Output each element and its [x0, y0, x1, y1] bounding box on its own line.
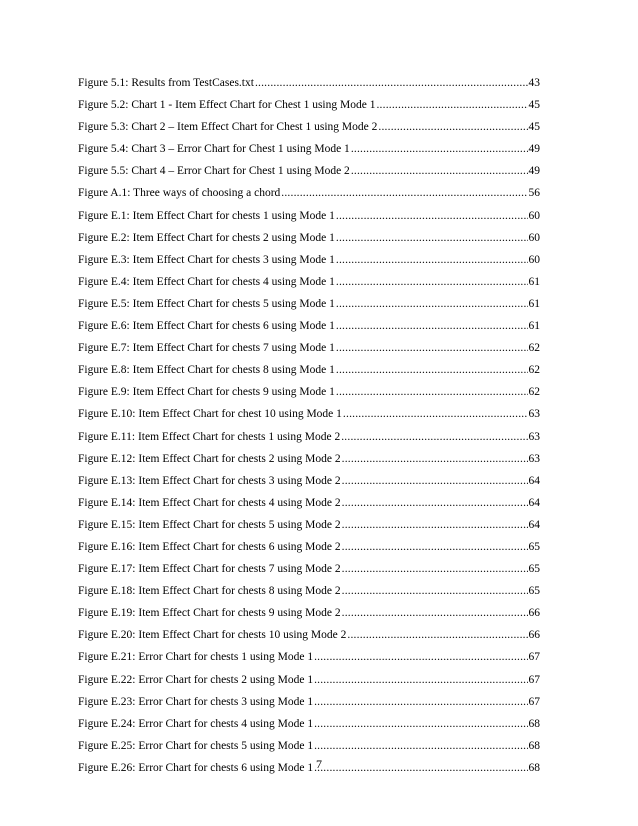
toc-entry[interactable]	[78, 713, 540, 735]
toc-entry[interactable]	[78, 72, 540, 94]
toc-entry-page-number: 60	[528, 231, 540, 244]
dot-leader	[336, 271, 528, 293]
toc-entry-title: Figure E.4: Item Effect Chart for chests 4 using Mode 1	[78, 275, 335, 288]
toc-entry-page-number: 66	[528, 607, 540, 620]
toc-entry[interactable]	[78, 403, 540, 425]
dot-leader	[342, 602, 528, 624]
toc-entry[interactable]	[78, 271, 540, 293]
dot-leader	[351, 138, 528, 160]
dot-leader	[314, 713, 527, 735]
toc-entry-page-number: 67	[528, 695, 540, 708]
toc-entry[interactable]	[78, 293, 540, 315]
toc-entry[interactable]	[78, 182, 540, 204]
dot-leader	[336, 337, 528, 359]
toc-entry-page-number: 60	[528, 253, 540, 266]
toc-entry-page-number: 68	[528, 761, 540, 774]
dot-leader	[336, 315, 528, 337]
toc-entry[interactable]	[78, 624, 540, 646]
toc-entry-page-number: 68	[528, 739, 540, 752]
dot-leader	[336, 381, 528, 403]
toc-entry-title: Figure E.9: Item Effect Chart for chests 9 using Mode 1	[78, 386, 335, 399]
toc-entry[interactable]	[78, 160, 540, 182]
toc-entry-title: Figure E.1: Item Effect Chart for chests 1 using Mode 1	[78, 209, 335, 222]
toc-entry-page-number: 61	[528, 275, 540, 288]
toc-entry-page-number: 49	[528, 143, 540, 156]
toc-entry[interactable]	[78, 536, 540, 558]
toc-entry-page-number: 61	[528, 297, 540, 310]
toc-entry-title: Figure E.19: Item Effect Chart for chests 9 using Mode 2	[78, 607, 341, 620]
toc-entry-title: Figure A.1: Three ways of choosing a chord	[78, 187, 281, 200]
toc-entry-page-number: 67	[528, 651, 540, 664]
toc-entry-title: Figure E.15: Item Effect Chart for chests 5 using Mode 2	[78, 518, 341, 531]
toc-entry[interactable]	[78, 315, 540, 337]
toc-entry-page-number: 65	[528, 585, 540, 598]
toc-entry-page-number: 62	[528, 342, 540, 355]
dot-leader	[314, 691, 527, 713]
toc-entry-page-number: 45	[528, 121, 540, 134]
toc-entry[interactable]	[78, 227, 540, 249]
toc-entry[interactable]	[78, 602, 540, 624]
dot-leader	[314, 646, 527, 668]
toc-entry-page-number: 49	[528, 165, 540, 178]
toc-entry-title: Figure E.12: Item Effect Chart for chests 2 using Mode 2	[78, 452, 341, 465]
toc-entry[interactable]	[78, 580, 540, 602]
toc-entry-page-number: 63	[528, 408, 540, 421]
toc-entry-title: Figure 5.5: Chart 4 – Error Chart for Chest 1 using Mode 2	[78, 165, 350, 178]
toc-entry-page-number: 65	[528, 563, 540, 576]
toc-entry[interactable]	[78, 426, 540, 448]
toc-entry-title: Figure 5.1: Results from TestCases.txt	[78, 77, 254, 89]
dot-leader	[342, 514, 528, 536]
dot-leader	[342, 580, 528, 602]
toc-entry-page-number: 45	[528, 99, 540, 112]
toc-entry-title: Figure E.16: Item Effect Chart for chests 6 using Mode 2	[78, 540, 341, 553]
toc-entry[interactable]	[78, 94, 540, 116]
toc-entry[interactable]	[78, 337, 540, 359]
toc-entry-page-number: 64	[528, 474, 540, 487]
dot-leader	[336, 293, 528, 315]
toc-entry-title: Figure E.7: Item Effect Chart for chests 7 using Mode 1	[78, 342, 335, 355]
dot-leader	[376, 94, 527, 116]
dot-leader	[336, 359, 528, 381]
dot-leader	[378, 116, 527, 138]
toc-entry[interactable]	[78, 669, 540, 691]
toc-entry-title: Figure E.8: Item Effect Chart for chests 8 using Mode 1	[78, 364, 335, 377]
toc-entry-page-number: 63	[528, 430, 540, 443]
dot-leader	[342, 470, 528, 492]
toc-entry[interactable]	[78, 138, 540, 160]
toc-entry-title: Figure E.17: Item Effect Chart for chests 7 using Mode 2	[78, 563, 341, 576]
toc-entry-page-number: 61	[528, 320, 540, 333]
toc-entry-page-number: 67	[528, 673, 540, 686]
toc-entry[interactable]	[78, 116, 540, 138]
toc-entry-page-number: 66	[528, 629, 540, 642]
toc-entry-page-number: 68	[528, 717, 540, 730]
toc-entry-title: Figure E.10: Item Effect Chart for chest 10 using Mode 1	[78, 408, 342, 421]
toc-entry-page-number: 56	[528, 187, 540, 200]
toc-entry-page-number: 64	[528, 518, 540, 531]
toc-entry[interactable]	[78, 470, 540, 492]
dot-leader	[342, 492, 528, 514]
dot-leader	[347, 624, 527, 646]
toc-entry[interactable]	[78, 359, 540, 381]
toc-entry-title: Figure E.21: Error Chart for chests 1 using Mode 1	[78, 651, 314, 664]
dot-leader	[281, 182, 527, 204]
toc-entry[interactable]	[78, 558, 540, 580]
toc-entry-title: Figure E.2: Item Effect Chart for chests 2 using Mode 1	[78, 231, 335, 244]
list-of-figures	[78, 72, 540, 779]
dot-leader	[342, 536, 528, 558]
toc-entry-page-number: 62	[528, 386, 540, 399]
toc-entry-title: Figure E.22: Error Chart for chests 2 using Mode 1	[78, 673, 314, 686]
toc-entry[interactable]	[78, 381, 540, 403]
toc-entry-title: Figure 5.2: Chart 1 - Item Effect Chart for Chest 1 using Mode 1	[78, 99, 376, 112]
toc-entry-title: Figure E.13: Item Effect Chart for chests 3 using Mode 2	[78, 474, 341, 487]
toc-entry-title: Figure 5.4: Chart 3 – Error Chart for Chest 1 using Mode 1	[78, 143, 350, 156]
page-number: 7	[316, 757, 322, 771]
toc-entry-title: Figure E.14: Item Effect Chart for chests 4 using Mode 2	[78, 496, 341, 509]
dot-leader	[336, 205, 528, 227]
toc-entry-title: Figure E.6: Item Effect Chart for chests 6 using Mode 1	[78, 320, 335, 333]
toc-entry[interactable]	[78, 448, 540, 470]
dot-leader	[341, 426, 527, 448]
toc-entry-page-number: 63	[528, 452, 540, 465]
dot-leader	[343, 403, 528, 425]
toc-entry-title: Figure E.5: Item Effect Chart for chests 5 using Mode 1	[78, 297, 335, 310]
toc-entry-title: Figure 5.3: Chart 2 – Item Effect Chart for Chest 1 using Mode 2	[78, 121, 378, 134]
toc-entry-page-number: 65	[528, 540, 540, 553]
toc-entry-page-number: 43	[528, 77, 540, 89]
toc-entry[interactable]	[78, 205, 540, 227]
toc-entry-page-number: 60	[528, 209, 540, 222]
dot-leader	[314, 669, 527, 691]
toc-entry-title: Figure E.26: Error Chart for chests 6 using Mode 1	[78, 761, 314, 774]
dot-leader	[314, 735, 527, 757]
toc-entry-title: Figure E.11: Item Effect Chart for chests 1 using Mode 2	[78, 430, 341, 443]
dot-leader	[351, 160, 528, 182]
toc-entry-title: Figure E.24: Error Chart for chests 4 using Mode 1	[78, 717, 314, 730]
toc-entry[interactable]	[78, 691, 540, 713]
toc-entry-title: Figure E.23: Error Chart for chests 3 using Mode 1	[78, 695, 314, 708]
dot-leader	[255, 72, 528, 94]
dot-leader	[336, 249, 528, 271]
toc-entry[interactable]	[78, 514, 540, 536]
dot-leader	[342, 558, 528, 580]
toc-entry-title: Figure E.25: Error Chart for chests 5 using Mode 1	[78, 739, 314, 752]
dot-leader	[336, 227, 528, 249]
toc-entry-page-number: 62	[528, 364, 540, 377]
toc-entry-title: Figure E.20: Item Effect Chart for chests 10 using Mode 2	[78, 629, 347, 642]
toc-entry-title: Figure E.3: Item Effect Chart for chests 3 using Mode 1	[78, 253, 335, 266]
toc-entry[interactable]	[78, 492, 540, 514]
toc-entry[interactable]	[78, 646, 540, 668]
dot-leader	[342, 448, 528, 470]
toc-entry[interactable]	[78, 249, 540, 271]
toc-entry-title: Figure E.18: Item Effect Chart for chests 8 using Mode 2	[78, 585, 341, 598]
toc-entry-page-number: 64	[528, 496, 540, 509]
toc-entry[interactable]	[78, 735, 540, 757]
